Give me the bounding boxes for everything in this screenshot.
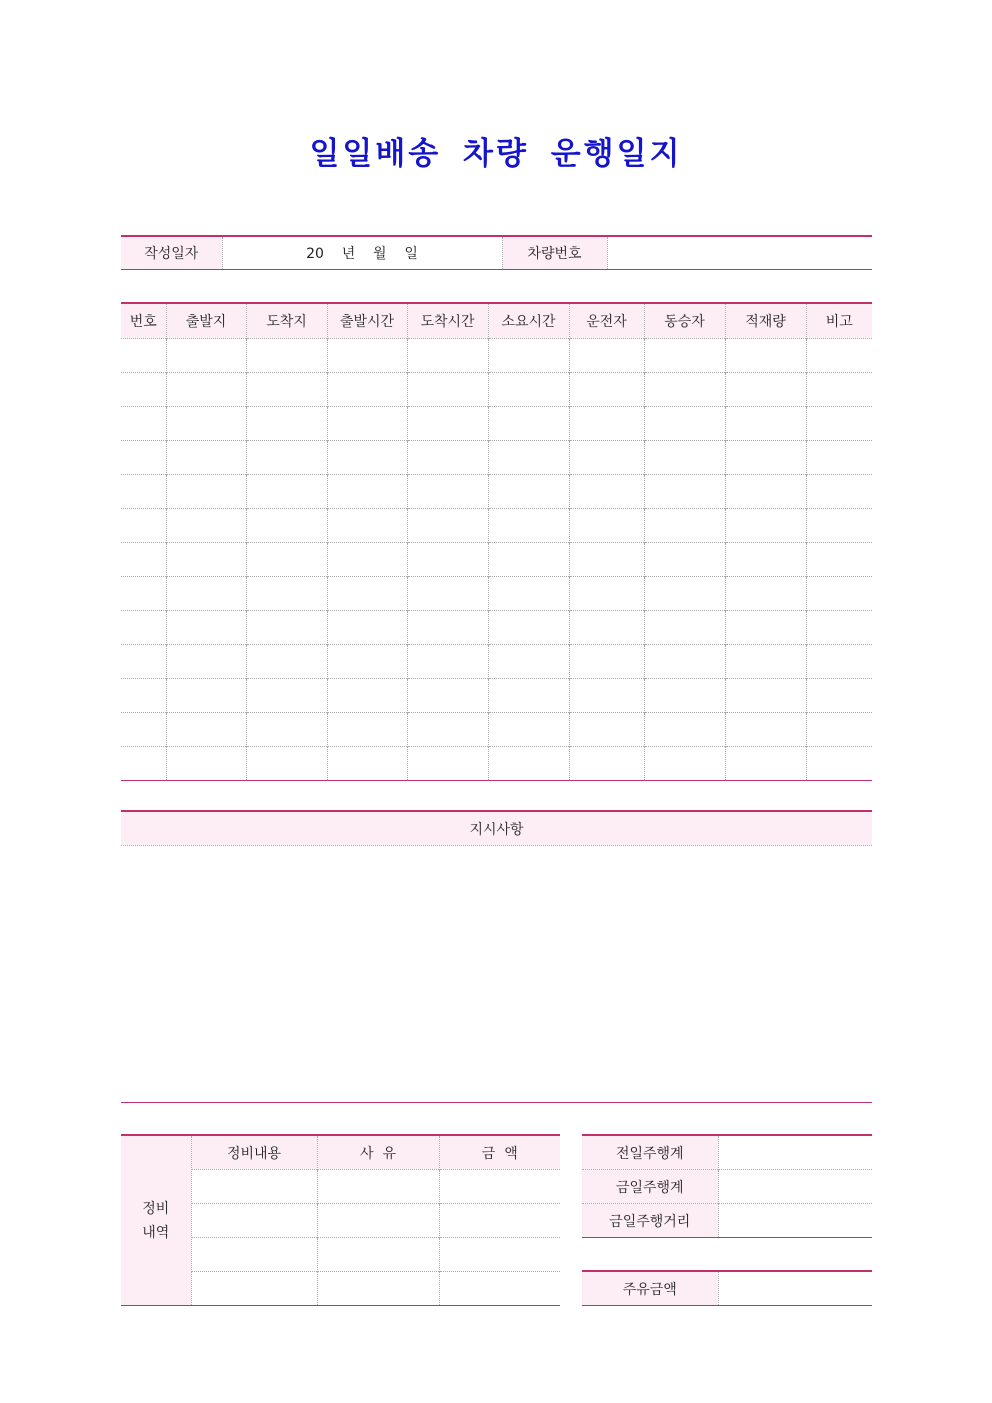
vehicle-number-field[interactable] — [607, 236, 872, 270]
log-cell[interactable] — [166, 475, 246, 509]
log-cell[interactable] — [246, 475, 327, 509]
log-cell[interactable] — [407, 543, 488, 577]
col-header-passenger: 동승자 — [644, 303, 725, 339]
col-header-duration: 소요시간 — [488, 303, 569, 339]
log-cell[interactable] — [246, 679, 327, 713]
page-title: 일일배송 차량 운행일지 — [309, 136, 683, 172]
log-cell[interactable] — [569, 373, 644, 407]
instructions-header: 지시사항 — [121, 811, 872, 846]
log-row — [121, 441, 872, 475]
log-cell[interactable] — [806, 645, 872, 679]
log-cell[interactable] — [121, 339, 166, 373]
log-cell[interactable] — [806, 611, 872, 645]
log-cell[interactable] — [166, 577, 246, 611]
log-row — [121, 407, 872, 441]
maint-cell[interactable] — [191, 1170, 317, 1204]
log-cell[interactable] — [644, 373, 725, 407]
log-row — [121, 339, 872, 373]
log-cell[interactable] — [644, 441, 725, 475]
log-cell[interactable] — [121, 713, 166, 747]
log-cell[interactable] — [806, 373, 872, 407]
log-cell[interactable] — [644, 509, 725, 543]
log-cell[interactable] — [488, 611, 569, 645]
operation-log-table — [121, 302, 872, 781]
log-cell[interactable] — [488, 679, 569, 713]
log-cell[interactable] — [806, 339, 872, 373]
log-cell[interactable] — [569, 645, 644, 679]
log-cell[interactable] — [569, 577, 644, 611]
log-row — [121, 509, 872, 543]
log-cell[interactable] — [806, 441, 872, 475]
log-cell[interactable] — [725, 373, 806, 407]
log-row — [121, 747, 872, 781]
log-cell[interactable] — [806, 543, 872, 577]
col-header-driver: 운전자 — [569, 303, 644, 339]
log-cell[interactable] — [327, 577, 407, 611]
log-cell[interactable] — [327, 475, 407, 509]
log-cell[interactable] — [121, 407, 166, 441]
log-cell[interactable] — [166, 339, 246, 373]
log-cell[interactable] — [806, 509, 872, 543]
log-cell[interactable] — [488, 509, 569, 543]
log-cell[interactable] — [569, 679, 644, 713]
log-cell[interactable] — [806, 713, 872, 747]
today-distance-label: 금일주행거리 — [582, 1204, 718, 1238]
log-cell[interactable] — [407, 713, 488, 747]
log-cell[interactable] — [488, 713, 569, 747]
log-cell[interactable] — [327, 543, 407, 577]
log-cell[interactable] — [327, 509, 407, 543]
mileage-table — [582, 1134, 872, 1238]
log-cell[interactable] — [725, 713, 806, 747]
log-cell[interactable] — [327, 339, 407, 373]
log-cell[interactable] — [121, 577, 166, 611]
instructions-table — [121, 810, 872, 1103]
today-odometer-label: 금일주행계 — [582, 1170, 718, 1204]
log-cell[interactable] — [569, 441, 644, 475]
log-cell[interactable] — [121, 509, 166, 543]
log-cell[interactable] — [644, 543, 725, 577]
log-cell[interactable] — [166, 645, 246, 679]
log-cell[interactable] — [725, 611, 806, 645]
log-cell[interactable] — [246, 577, 327, 611]
maintenance-table — [121, 1134, 560, 1306]
log-cell[interactable] — [407, 509, 488, 543]
maintenance-side-label-line2: 내역 — [142, 1224, 170, 1241]
log-cell[interactable] — [407, 679, 488, 713]
log-cell[interactable] — [725, 645, 806, 679]
log-cell[interactable] — [327, 373, 407, 407]
log-cell[interactable] — [407, 475, 488, 509]
log-row — [121, 713, 872, 747]
col-header-departure: 출발지 — [166, 303, 246, 339]
log-cell[interactable] — [488, 407, 569, 441]
fuel-amount-label: 주유금액 — [582, 1271, 718, 1306]
fuel-table — [582, 1270, 872, 1306]
log-cell[interactable] — [407, 373, 488, 407]
log-cell[interactable] — [121, 611, 166, 645]
log-cell[interactable] — [246, 713, 327, 747]
log-cell[interactable] — [327, 441, 407, 475]
log-cell[interactable] — [121, 747, 166, 781]
log-cell[interactable] — [121, 543, 166, 577]
log-cell[interactable] — [407, 645, 488, 679]
log-cell[interactable] — [806, 747, 872, 781]
log-cell[interactable] — [644, 747, 725, 781]
today-distance-field[interactable] — [718, 1204, 872, 1238]
log-cell[interactable] — [644, 407, 725, 441]
maint-header-content: 정비내용 — [191, 1135, 317, 1170]
log-row — [121, 577, 872, 611]
log-cell[interactable] — [166, 543, 246, 577]
log-cell[interactable] — [407, 407, 488, 441]
log-cell[interactable] — [569, 509, 644, 543]
log-cell[interactable] — [327, 713, 407, 747]
col-header-destination: 도착지 — [246, 303, 327, 339]
col-header-arrival-time: 도착시간 — [407, 303, 488, 339]
log-cell[interactable] — [246, 543, 327, 577]
log-cell[interactable] — [407, 747, 488, 781]
log-cell[interactable] — [121, 441, 166, 475]
maint-header-amount: 금 액 — [439, 1135, 560, 1170]
log-cell[interactable] — [569, 543, 644, 577]
log-cell[interactable] — [166, 679, 246, 713]
log-row — [121, 373, 872, 407]
log-cell[interactable] — [121, 475, 166, 509]
log-cell[interactable] — [806, 407, 872, 441]
vehicle-number-label: 차량번호 — [502, 236, 607, 270]
prev-day-odometer-label: 전일주행계 — [582, 1135, 718, 1170]
col-header-remarks: 비고 — [806, 303, 872, 339]
maint-cell[interactable] — [439, 1170, 560, 1204]
log-cell[interactable] — [488, 339, 569, 373]
log-cell[interactable] — [166, 441, 246, 475]
col-header-load: 적재량 — [725, 303, 806, 339]
log-cell[interactable] — [725, 441, 806, 475]
log-cell[interactable] — [246, 441, 327, 475]
maint-cell[interactable] — [317, 1204, 439, 1238]
col-header-departure-time: 출발시간 — [327, 303, 407, 339]
log-cell[interactable] — [725, 509, 806, 543]
log-cell[interactable] — [407, 577, 488, 611]
log-cell[interactable] — [327, 611, 407, 645]
log-cell[interactable] — [246, 509, 327, 543]
log-cell[interactable] — [166, 407, 246, 441]
log-cell[interactable] — [806, 679, 872, 713]
log-cell[interactable] — [569, 713, 644, 747]
log-cell[interactable] — [488, 373, 569, 407]
log-cell[interactable] — [644, 475, 725, 509]
maint-header-reason: 사 유 — [317, 1135, 439, 1170]
log-cell[interactable] — [569, 407, 644, 441]
log-cell[interactable] — [166, 611, 246, 645]
log-cell[interactable] — [725, 679, 806, 713]
log-cell[interactable] — [407, 611, 488, 645]
log-row — [121, 645, 872, 679]
log-cell[interactable] — [644, 577, 725, 611]
log-cell[interactable] — [407, 441, 488, 475]
log-cell[interactable] — [644, 713, 725, 747]
log-cell[interactable] — [644, 339, 725, 373]
col-header-number: 번호 — [129, 314, 157, 330]
log-cell[interactable] — [246, 407, 327, 441]
log-cell[interactable] — [488, 475, 569, 509]
maint-cell[interactable] — [317, 1170, 439, 1204]
log-cell[interactable] — [725, 747, 806, 781]
log-cell[interactable] — [166, 747, 246, 781]
maintenance-side-label — [121, 1135, 191, 1306]
log-cell[interactable] — [644, 645, 725, 679]
prev-day-odometer-field[interactable] — [718, 1135, 872, 1170]
log-cell[interactable] — [327, 407, 407, 441]
log-cell[interactable] — [121, 679, 166, 713]
log-row — [121, 475, 872, 509]
log-row — [121, 679, 872, 713]
maint-cell[interactable] — [191, 1238, 317, 1272]
today-odometer-field[interactable] — [718, 1170, 872, 1204]
fuel-amount-field[interactable] — [718, 1271, 872, 1306]
maint-cell[interactable] — [317, 1272, 439, 1306]
log-header-row — [121, 303, 872, 339]
log-cell[interactable] — [166, 373, 246, 407]
log-cell[interactable] — [327, 747, 407, 781]
log-cell[interactable] — [166, 713, 246, 747]
log-cell[interactable] — [488, 645, 569, 679]
log-cell[interactable] — [488, 543, 569, 577]
log-cell[interactable] — [569, 339, 644, 373]
log-cell[interactable] — [246, 747, 327, 781]
log-cell[interactable] — [246, 339, 327, 373]
log-cell[interactable] — [644, 611, 725, 645]
log-cell[interactable] — [121, 373, 166, 407]
log-cell[interactable] — [488, 577, 569, 611]
log-cell[interactable] — [644, 679, 725, 713]
log-cell[interactable] — [725, 407, 806, 441]
log-cell[interactable] — [725, 339, 806, 373]
log-cell[interactable] — [166, 509, 246, 543]
log-cell[interactable] — [569, 611, 644, 645]
log-cell[interactable] — [488, 441, 569, 475]
log-cell[interactable] — [407, 339, 488, 373]
maint-cell[interactable] — [317, 1238, 439, 1272]
log-row — [121, 543, 872, 577]
log-row — [121, 611, 872, 645]
log-cell[interactable] — [246, 645, 327, 679]
log-cell[interactable] — [569, 747, 644, 781]
instructions-content[interactable] — [121, 846, 872, 1103]
log-cell[interactable] — [569, 475, 644, 509]
date-label: 작성일자 — [121, 236, 222, 270]
log-cell[interactable] — [488, 747, 569, 781]
log-cell[interactable] — [806, 475, 872, 509]
maint-cell[interactable] — [439, 1272, 560, 1306]
log-cell[interactable] — [725, 543, 806, 577]
log-cell[interactable] — [327, 645, 407, 679]
maint-cell[interactable] — [191, 1272, 317, 1306]
log-cell[interactable] — [327, 679, 407, 713]
header-info-table — [121, 235, 872, 270]
log-cell[interactable] — [725, 475, 806, 509]
log-cell[interactable] — [806, 577, 872, 611]
log-cell[interactable] — [246, 611, 327, 645]
maint-cell[interactable] — [191, 1204, 317, 1238]
date-field[interactable]: 20 년 월 일 — [222, 236, 502, 270]
log-cell[interactable] — [121, 645, 166, 679]
log-cell[interactable] — [246, 373, 327, 407]
maintenance-side-label-line1: 정비 — [142, 1200, 170, 1217]
log-cell[interactable] — [725, 577, 806, 611]
maint-cell[interactable] — [439, 1204, 560, 1238]
maint-cell[interactable] — [439, 1238, 560, 1272]
